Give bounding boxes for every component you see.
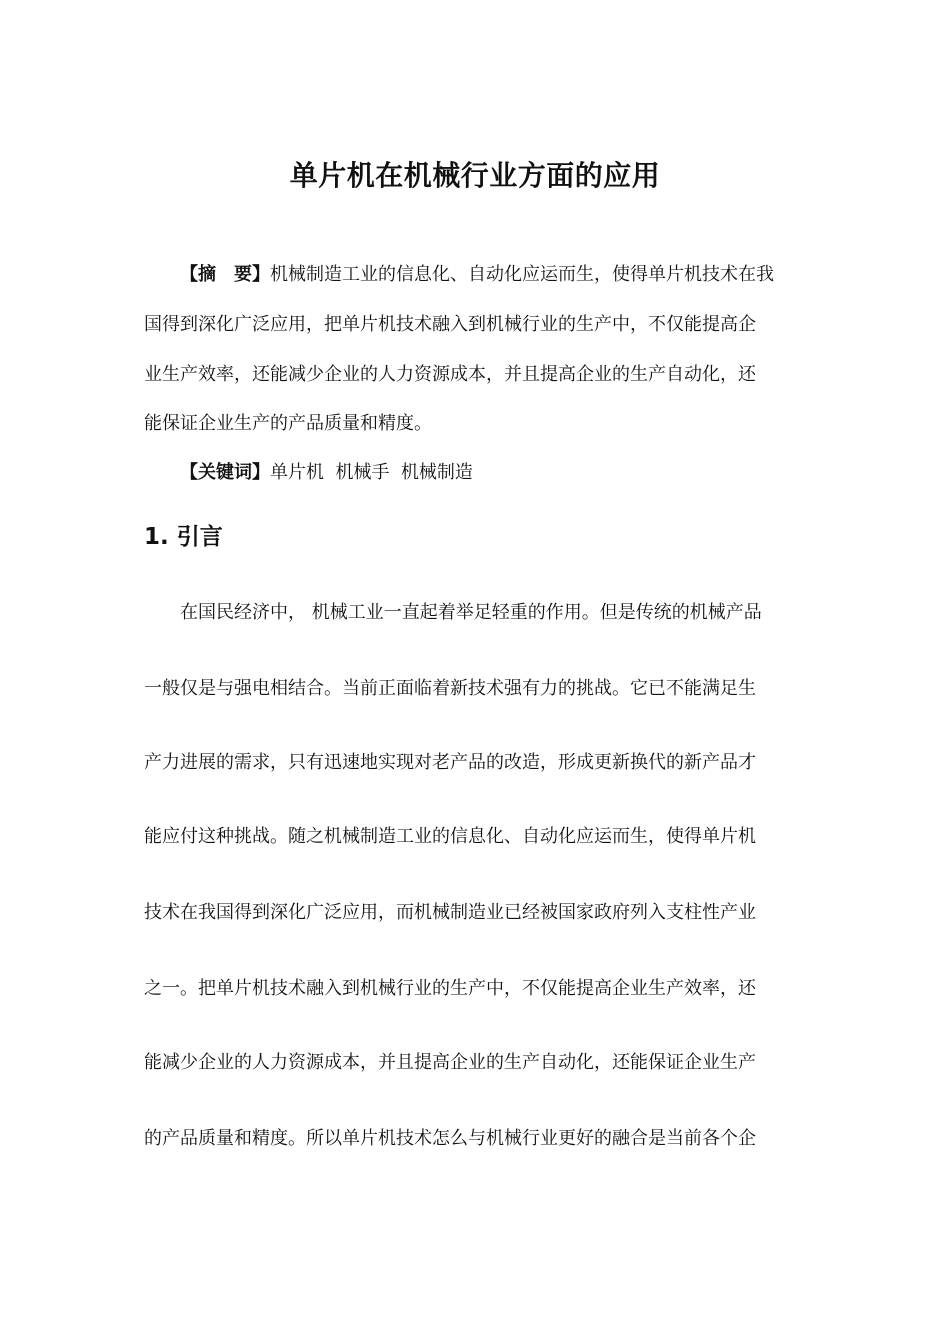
body-line-3: 产力进展的需求，只有迅速地实现对老产品的改造，形成更新换代的新产品才 xyxy=(144,752,756,773)
abstract-line-1 xyxy=(180,262,774,288)
body-line-6: 之一。把单片机技术融入到机械行业的生产中，不仅能提高企业生产效率，还 xyxy=(144,978,756,999)
abstract-text: 机械制造工业的信息化、自动化应运而生，使得单片机技术在我 xyxy=(270,264,774,285)
body-line-1: 在国民经济中， 机械工业一直起着举足轻重的作用。但是传统的机械产品 xyxy=(180,602,762,623)
body-line-2: 一般仅是与强电相结合。当前正面临着新技术强有力的挑战。它已不能满足生 xyxy=(144,678,756,699)
body-line-4: 能应付这种挑战。随之机械制造工业的信息化、自动化应运而生，使得单片机 xyxy=(144,826,756,847)
abstract-line-4: 能保证企业生产的产品质量和精度。 xyxy=(144,413,432,434)
page-title: 单片机在机械行业方面的应用 xyxy=(289,159,661,192)
abstract-line-2: 国得到深化广泛应用，把单片机技术融入到机械行业的生产中，不仅能提高企 xyxy=(144,314,756,335)
abstract-line-3: 业生产效率，还能减少企业的人力资源成本，并且提高企业的生产自动化，还 xyxy=(144,364,756,385)
section-heading: 1. 引言 xyxy=(144,524,223,550)
keywords-label: 【关键词】 xyxy=(180,462,270,483)
keywords-text: 单片机 机械手 机械制造 xyxy=(270,462,473,483)
keywords-line xyxy=(180,460,473,486)
abstract-label: 【摘 要】 xyxy=(180,264,270,285)
body-line-7: 能减少企业的人力资源成本，并且提高企业的生产自动化，还能保证企业生产 xyxy=(144,1052,756,1073)
body-line-8: 的产品质量和精度。所以单片机技术怎么与机械行业更好的融合是当前各个企 xyxy=(144,1128,756,1149)
body-line-5: 技术在我国得到深化广泛应用，而机械制造业已经被国家政府列入支柱性产业 xyxy=(144,902,756,923)
